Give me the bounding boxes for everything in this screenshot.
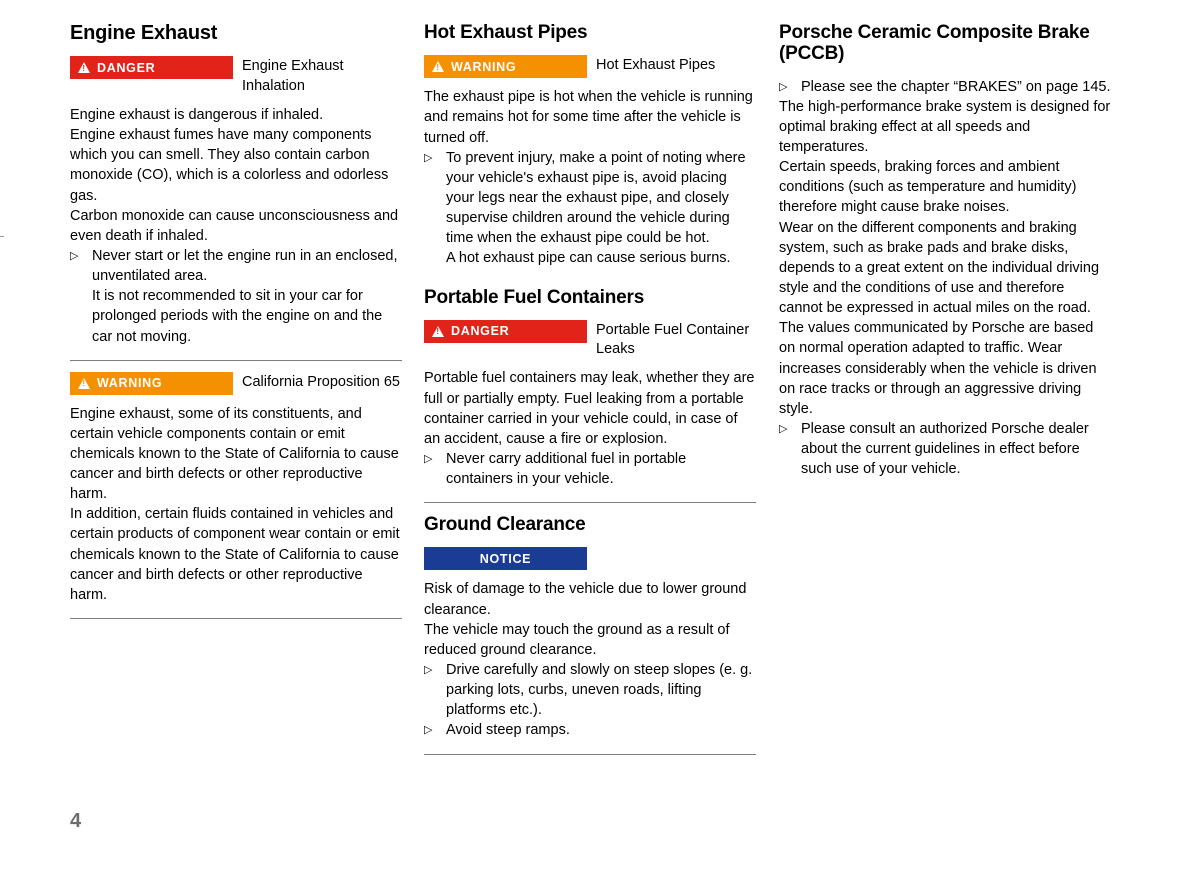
triangle-bullet-icon: ▷ — [424, 151, 433, 164]
list-item-text: Drive carefully and slowly on steep slopes (e. g. parking lots, curbs, uneven roads, lifting platforms etc.). — [446, 662, 753, 719]
paragraph: The values communicated by Porsche are based on normal operation adapted to traffic. Wear increases considerably when the vehicle is driven on race tracks or through an aggressive driving style. — [779, 320, 1097, 417]
list-item — [779, 419, 1111, 479]
list-item-continuation: It is not recommended to sit in your car for prolonged periods with the engine on and the car not moving. — [92, 288, 383, 345]
paragraph: Risk of damage to the vehicle due to lower ground clearance. — [424, 581, 747, 618]
list-item-text: Please consult an authorized Porsche dealer about the current guidelines in effect before such use of your vehicle. — [801, 420, 1089, 478]
paragraph: Engine exhaust is dangerous if inhaled. — [70, 106, 324, 123]
danger-banner — [70, 56, 233, 79]
section-heading-ground-clearance: Ground Clearance — [424, 514, 586, 536]
list-item — [424, 148, 756, 249]
notice-banner — [424, 547, 587, 570]
warning-banner — [424, 55, 587, 78]
list-item — [70, 246, 402, 286]
alert-subject-label: Portable Fuel Container Leaks — [596, 321, 750, 358]
list-item — [424, 660, 756, 720]
column-left — [70, 22, 402, 630]
divider — [70, 618, 402, 619]
section-heading-hot-exhaust-pipes: Hot Exhaust Pipes — [424, 22, 588, 43]
paragraph: The vehicle may touch the ground as a result of reduced ground clearance. — [424, 621, 730, 658]
warning-triangle-icon — [432, 326, 444, 337]
paragraph: Engine exhaust fumes have many components which you can smell. They also contain carbon monoxide (CO), which is a colorless and odorless gas. — [70, 127, 389, 204]
paragraph: The high-performance brake system is designed for optimal braking effect at all speeds and temperatures. — [779, 98, 1111, 155]
page-edge-rule — [0, 236, 4, 237]
danger-banner-label: DANGER — [97, 60, 156, 75]
section-heading-engine-exhaust: Engine Exhaust — [70, 22, 218, 44]
divider — [424, 502, 756, 503]
triangle-bullet-icon: ▷ — [424, 664, 433, 677]
paragraph: Certain speeds, braking forces and ambient conditions (such as temperature and humidity) therefore might cause brake noises. — [779, 159, 1077, 216]
paragraph: In addition, certain fluids contained in vehicles and certain products of component wear contain or emit chemicals known to the State of California to cause cancer and birth defects or other reproductive harm. — [70, 506, 400, 603]
list-item — [779, 77, 1111, 97]
list-item-text: Never carry additional fuel in portable containers in your vehicle. — [446, 450, 687, 488]
alert-subject-label: California Proposition 65 — [242, 373, 400, 390]
paragraph: Carbon monoxide can cause unconsciousness and even death if inhaled. — [70, 207, 399, 244]
paragraph: The exhaust pipe is hot when the vehicle is running and remains hot for some time after the vehicle is turned off. — [424, 89, 753, 146]
warning-banner-label: WARNING — [451, 59, 517, 74]
triangle-bullet-icon: ▷ — [779, 422, 788, 435]
section-heading-portable-fuel-containers: Portable Fuel Containers — [424, 286, 645, 308]
spacer — [424, 269, 756, 287]
page-number: 4 — [70, 810, 82, 832]
triangle-bullet-icon: ▷ — [70, 249, 79, 262]
warning-banner-label: WARNING — [97, 376, 163, 391]
warning-triangle-icon — [78, 378, 90, 389]
divider — [70, 360, 402, 361]
paragraph: Engine exhaust, some of its constituents, and certain vehicle components contain or emit chemicals known to the State of California to cause cancer and birth defects or other reproductive harm. — [70, 405, 399, 503]
warning-triangle-icon — [78, 62, 90, 73]
paragraph: Wear on the different components and braking system, such as brake pads and brake disks, depends to a great extent on the individual driving style and the conditions of use and therefore cannot be expressed in actual miles on the road. — [779, 219, 1100, 317]
triangle-bullet-icon: ▷ — [779, 80, 788, 93]
warning-triangle-icon — [432, 61, 444, 72]
list-item-text: To prevent injury, make a point of noting where your vehicle's exhaust pipe is, avoid placing your legs near the exhaust pipe, and closely supervise children around the vehicle during time when the exhaust pipe could be hot. — [446, 149, 746, 247]
warning-banner — [70, 372, 233, 395]
alert-notice-ground-clearance — [424, 547, 756, 570]
column-middle — [424, 22, 756, 766]
alert-danger-portable-fuel-container-leaks — [424, 320, 756, 360]
divider — [424, 754, 756, 755]
list-item-text: Avoid steep ramps. — [446, 722, 570, 739]
alert-warning-california-prop-65 — [70, 372, 402, 395]
alert-subject-label: Engine Exhaust Inhalation — [242, 58, 344, 94]
triangle-bullet-icon: ▷ — [424, 724, 433, 737]
list-item — [424, 720, 756, 740]
alert-warning-hot-exhaust-pipes — [424, 55, 756, 78]
alert-subject-label: Hot Exhaust Pipes — [596, 57, 716, 74]
list-item-text: Please see the chapter “BRAKES” on page 145. — [801, 78, 1111, 95]
notice-banner-label: NOTICE — [479, 551, 532, 566]
list-item-continuation: A hot exhaust pipe can cause serious burns. — [446, 250, 731, 267]
list-item — [424, 449, 756, 489]
triangle-bullet-icon: ▷ — [424, 452, 433, 465]
section-heading-pccb: Porsche Ceramic Composite Brake (PCCB) — [779, 22, 1090, 65]
alert-danger-engine-exhaust-inhalation — [70, 56, 402, 96]
paragraph: Portable fuel containers may leak, whether they are full or partially empty. Fuel leaking from a portable container carried in your vehicle could, in case of an accident, cause a fire or explosion. — [424, 370, 755, 447]
list-item-text: Never start or let the engine run in an enclosed, unventilated area. — [92, 247, 398, 285]
danger-banner — [424, 320, 587, 343]
column-right — [779, 22, 1111, 479]
danger-banner-label: DANGER — [451, 324, 510, 339]
